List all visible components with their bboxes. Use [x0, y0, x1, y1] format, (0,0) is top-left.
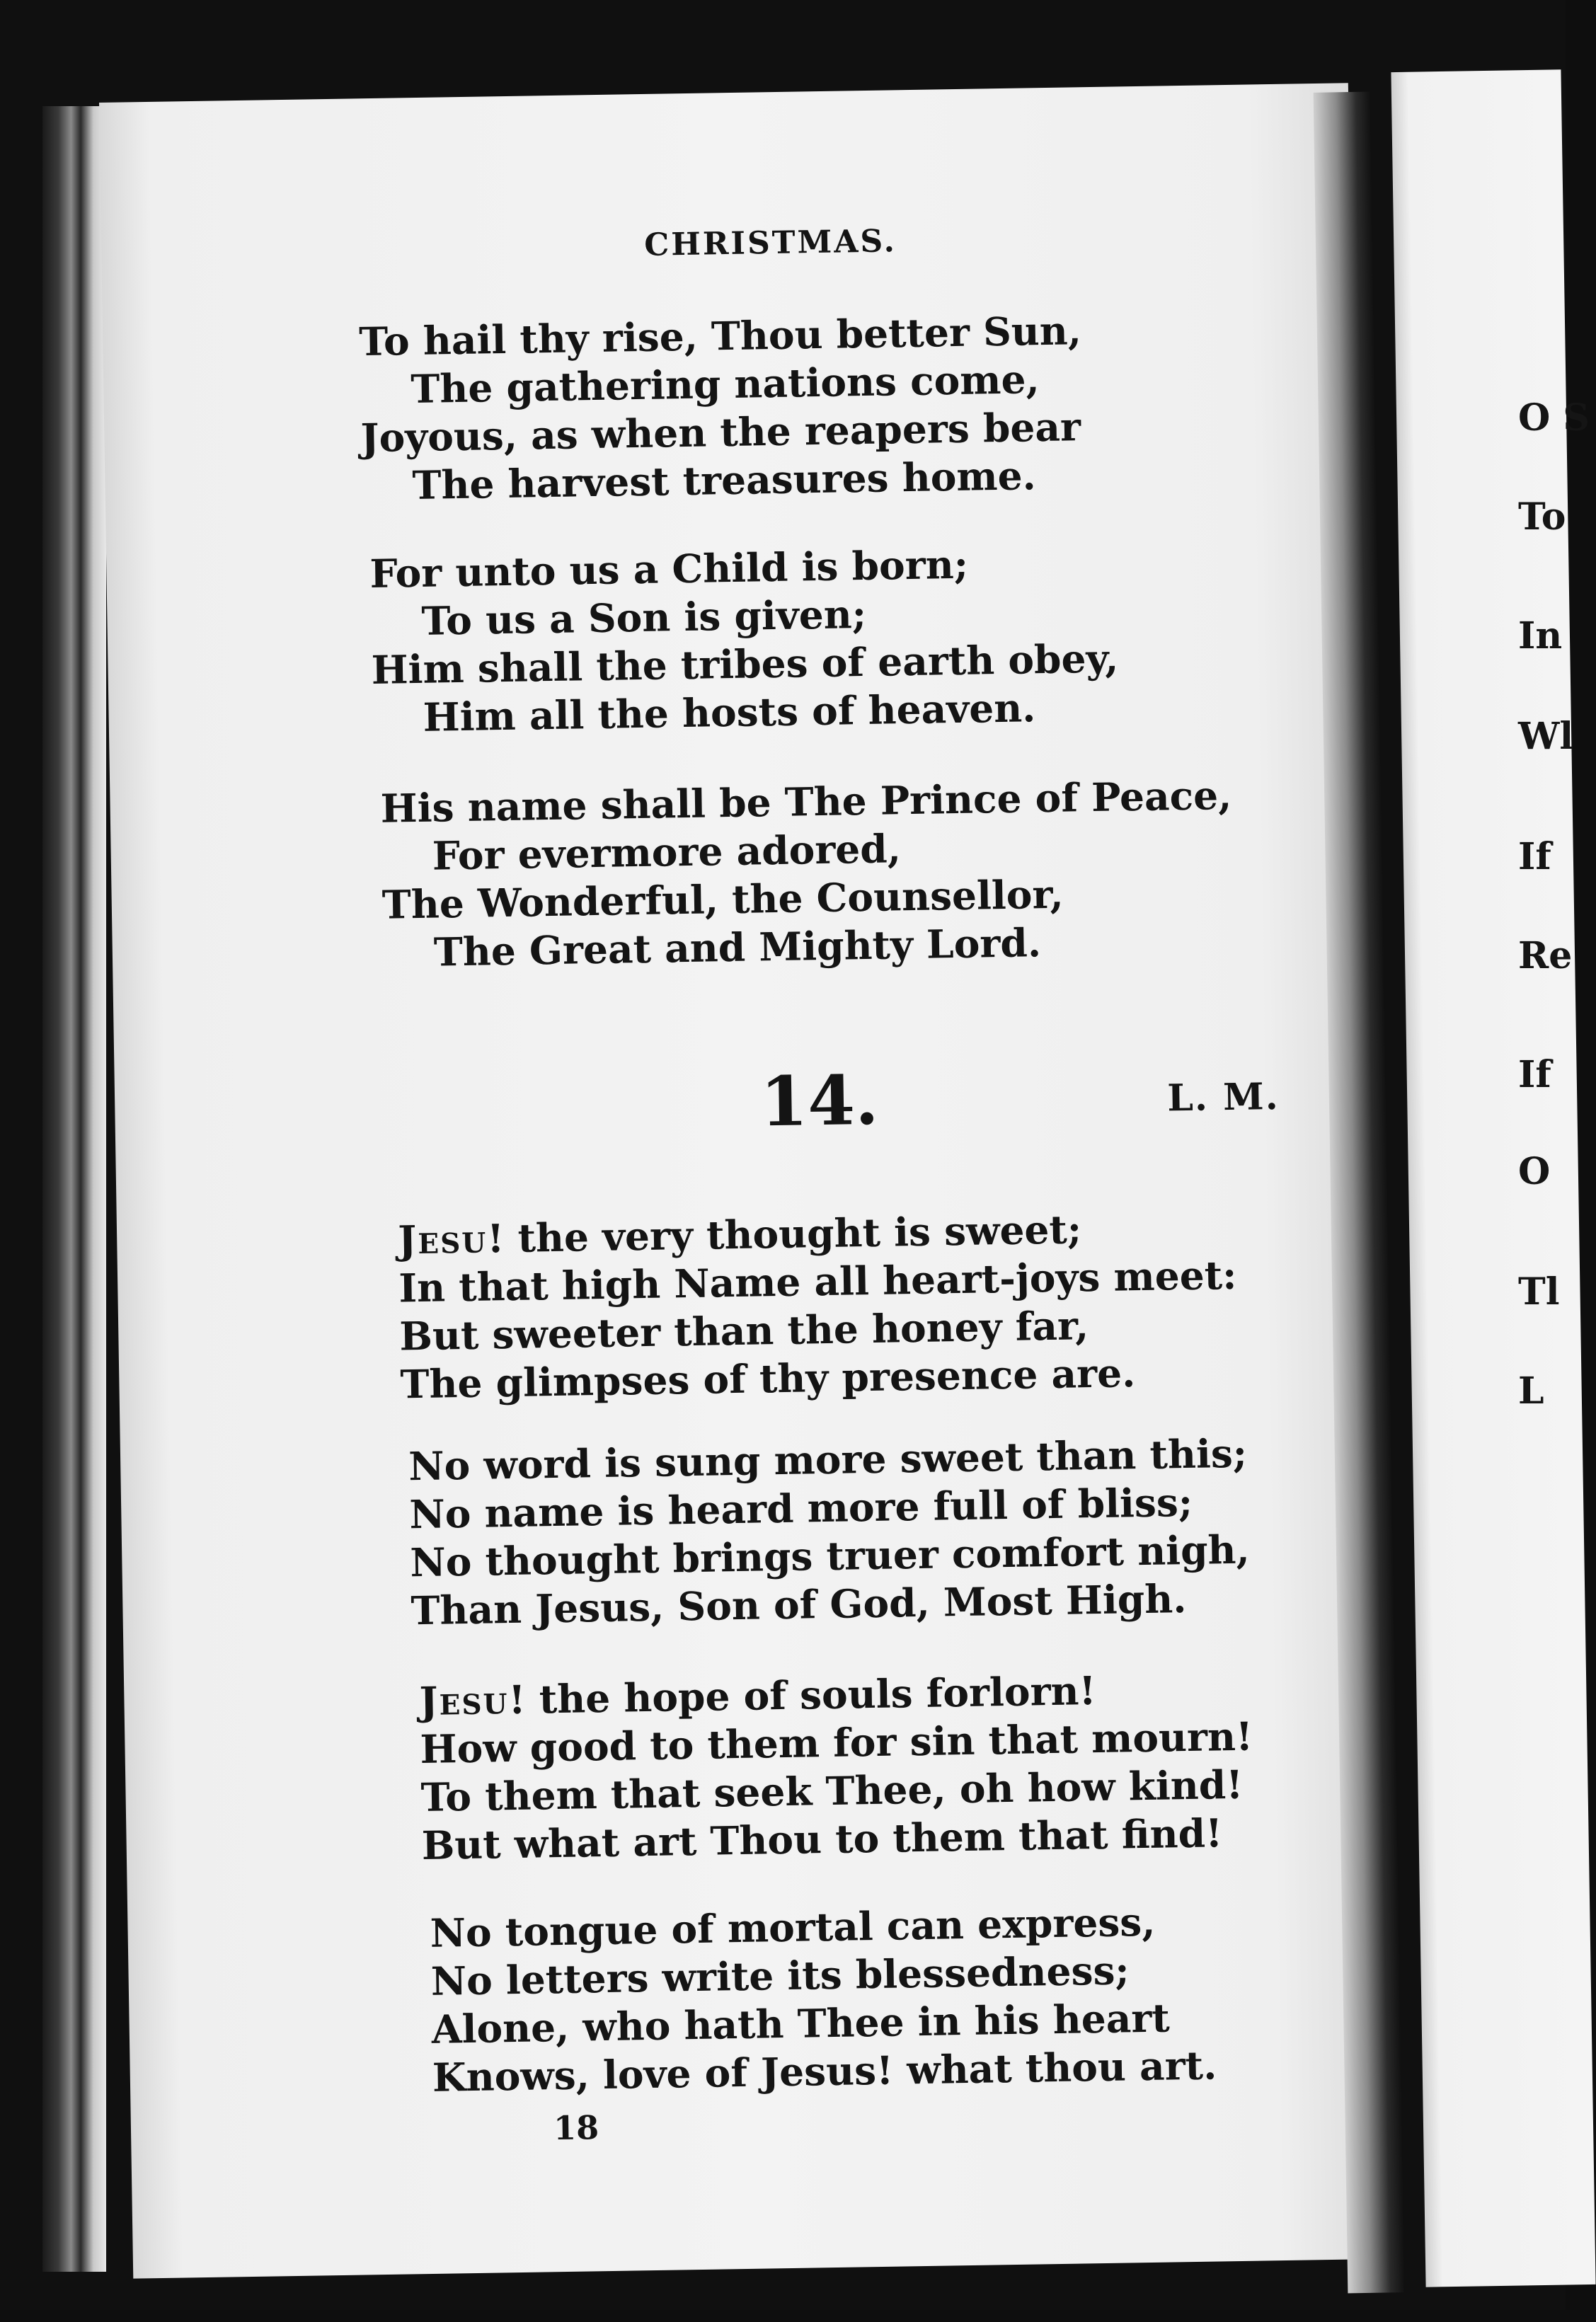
verse-line: No tongue of mortal can express, — [430, 1898, 1156, 1956]
page-number: 18 — [553, 2108, 599, 2148]
stanza — [408, 1430, 1251, 1636]
verse-line: No letters write its blessedness; — [430, 1947, 1130, 2004]
verse-line: To them that seek Thee, oh how kind! — [420, 1761, 1244, 1821]
verse-line: No thought brings truer comfort nigh, — [409, 1526, 1251, 1586]
facing-fragment: To — [1518, 495, 1566, 539]
verse-line: Him shall the tribes of earth obey, — [371, 635, 1119, 693]
stanza — [419, 1665, 1255, 1870]
verse-line: How good to them for sin that mourn! — [420, 1713, 1253, 1773]
running-head: CHRISTMAS. — [643, 223, 897, 263]
facing-fragment: O — [1518, 1150, 1551, 1193]
verse-line: The glimpses of thy presence are. — [400, 1350, 1136, 1408]
verse-line: Jesu! the very thought is sweet; — [397, 1206, 1082, 1263]
facing-fragment: If — [1518, 835, 1551, 878]
verse-line: His name shall be The Prince of Peace, — [380, 771, 1232, 832]
verse-line: No word is sung more sweet than this; — [408, 1430, 1248, 1490]
facing-fragment: Re — [1518, 934, 1573, 977]
stanza — [369, 538, 1120, 742]
stanza — [359, 306, 1084, 510]
verse-line: Him all the hosts of heaven. — [423, 684, 1036, 740]
verse-line: The gathering nations come, — [410, 356, 1040, 413]
stanza — [380, 771, 1234, 977]
verse-line: No name is heard more full of bliss; — [408, 1478, 1193, 1538]
verse-line: For evermore adored, — [432, 825, 902, 879]
verse-line: Knows, love of Jesus! what thou art. — [432, 2042, 1217, 2100]
facing-fragment: Wl — [1518, 715, 1574, 758]
verse-line: The harvest treasures home. — [412, 452, 1037, 509]
verse-line: But what art Thou to them that find! — [421, 1810, 1223, 1869]
facing-fragment: In — [1518, 614, 1563, 657]
verse-line: Than Jesus, Son of God, Most High. — [411, 1575, 1187, 1634]
stanza — [398, 1203, 1239, 1409]
stanza — [430, 1897, 1217, 2101]
verse-line: For unto us a Child is born; — [369, 541, 969, 597]
verse-line: The Wonderful, the Counsellor, — [381, 870, 1064, 928]
facing-fragment: If — [1518, 1053, 1551, 1096]
verse-line: In that high Name all heart-joys meet: — [398, 1251, 1237, 1311]
facing-fragment: O S — [1518, 396, 1590, 439]
verse-line: Jesu! the hope of souls forlorn! — [419, 1667, 1097, 1725]
verse-line: But sweeter than the honey far, — [398, 1302, 1089, 1360]
hymn-meter: L. M. — [1166, 1074, 1280, 1120]
hymn-number: 14. — [759, 1059, 880, 1142]
facing-fragment: Tl — [1518, 1270, 1560, 1314]
verse-line: To hail thy rise, Thou better Sun, — [358, 307, 1082, 365]
verse-line: The Great and Mighty Lord. — [433, 919, 1042, 975]
verse-line: Joyous, as when the reapers bear — [360, 403, 1081, 461]
verse-line: To us a Son is given; — [421, 590, 867, 644]
verse-line: Alone, who hath Thee in his heart — [431, 1994, 1171, 2052]
facing-fragment: L — [1518, 1369, 1544, 1413]
